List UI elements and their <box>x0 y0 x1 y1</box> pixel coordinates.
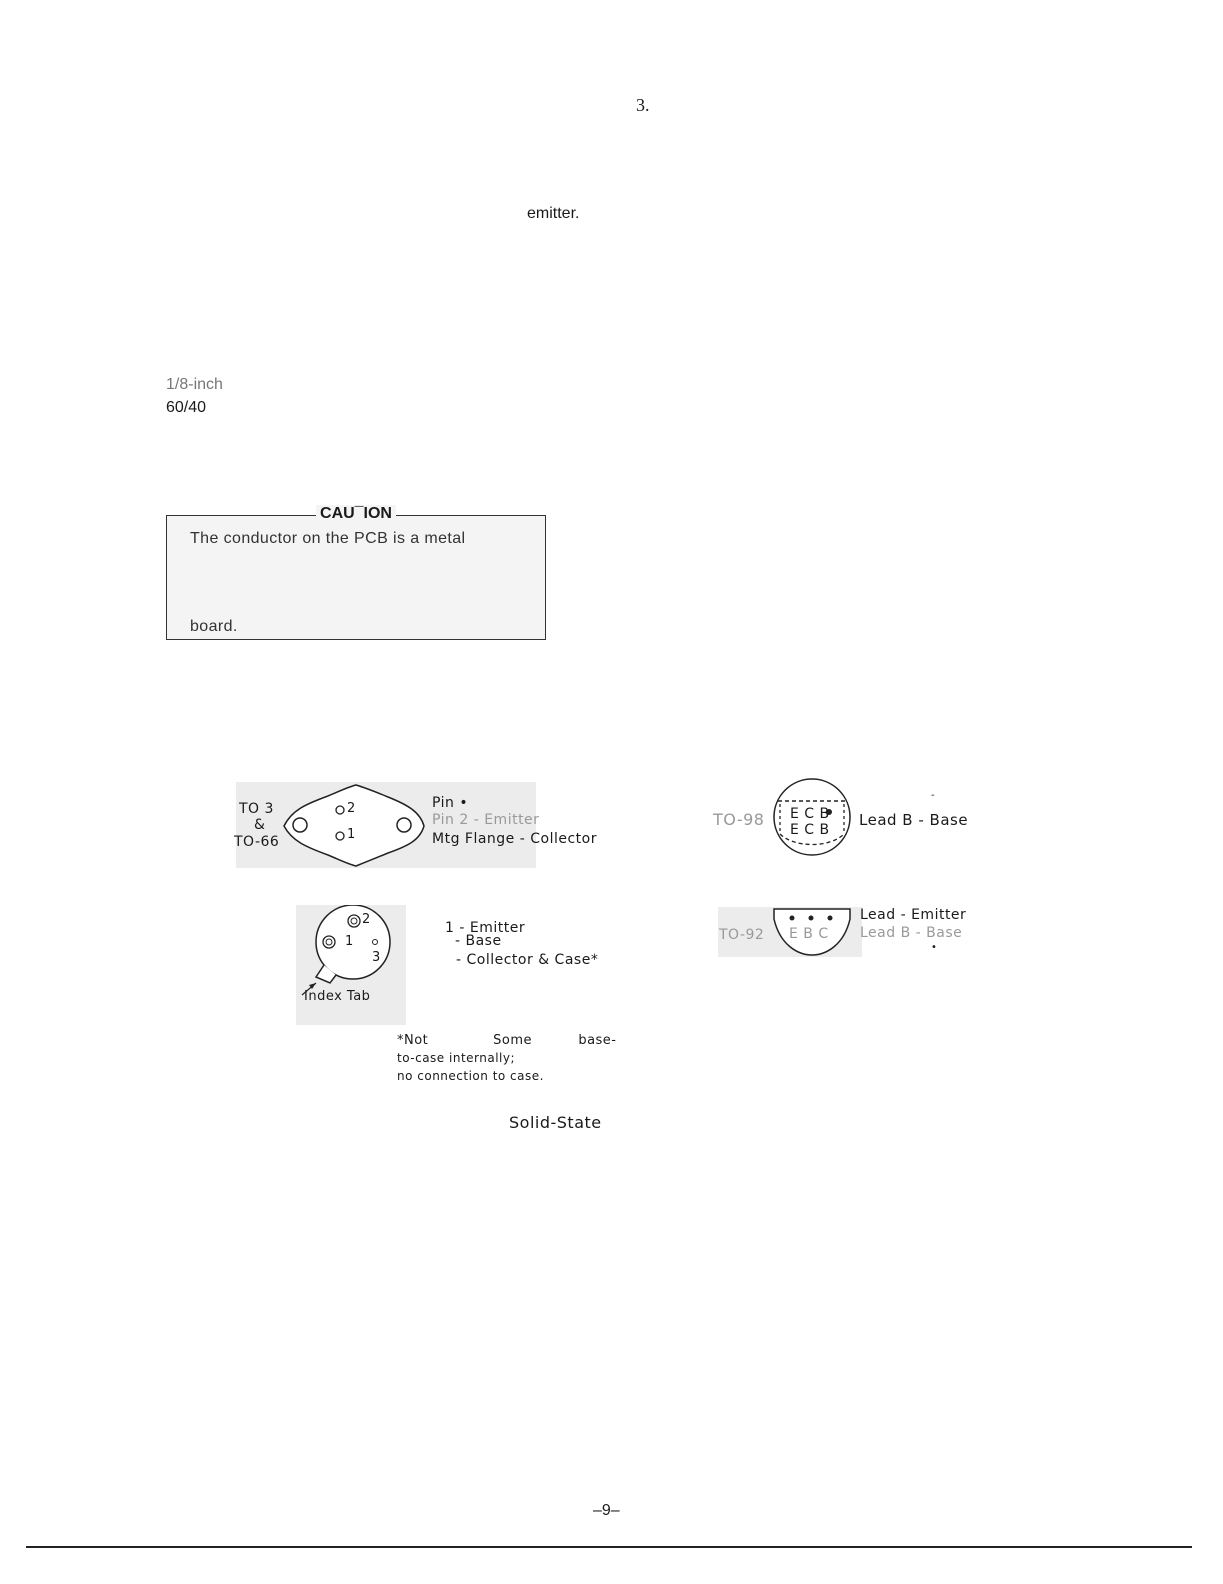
to5-pin2-mark: 2 <box>362 912 371 927</box>
footnote-line-1: *Not Some base- <box>397 1033 617 1048</box>
to98-letters-top: E C B <box>790 806 830 822</box>
body-fragment-solder-size: 1/8-inch <box>166 376 223 393</box>
to92-letters: E B C <box>789 926 829 942</box>
figure-caption-fragment: Solid-State <box>509 1113 602 1132</box>
to3-pin1-mark: 1 <box>347 827 356 842</box>
to92-legend-base: Lead B - Base <box>860 925 963 941</box>
to92-label: TO-92 <box>719 927 765 943</box>
to98-letters-bottom: E C B <box>790 822 830 838</box>
to3-pin2-mark: 2 <box>347 801 356 816</box>
to5-pin1-mark: 1 <box>345 934 354 949</box>
page-number: –9– <box>593 1502 620 1519</box>
page-heading-fragment: 3. <box>636 95 650 115</box>
to5-pin3-mark: 3 <box>372 950 381 965</box>
to3-ampersand: & <box>254 817 266 833</box>
to3-legend-pin1: Pin • <box>432 795 469 811</box>
footnote-line-2: to-case internally; <box>397 1051 516 1065</box>
to98-legend-top: - <box>931 790 936 801</box>
to98-label: TO-98 <box>713 810 765 829</box>
to3-label: TO 3 <box>239 801 274 817</box>
caution-title: CAU¯ION <box>316 505 396 522</box>
body-fragment-solder-type: 60/40 <box>166 399 207 416</box>
to5-legend-collector: - Collector & Case* <box>456 952 599 968</box>
to5-legend-base: - Base <box>455 933 502 949</box>
to98-legend-base: Lead B - Base <box>859 811 969 829</box>
footer-rule <box>26 1546 1192 1548</box>
body-fragment-emitter: emitter. <box>527 205 580 222</box>
to5-index-tab-label: Index Tab <box>304 989 371 1004</box>
to92-legend-emitter: Lead - Emitter <box>860 907 967 923</box>
to5-legend-emitter: 1 - Emitter <box>445 920 526 936</box>
to3-legend-flange: Mtg Flange - Collector <box>432 831 597 847</box>
caution-box <box>166 505 546 640</box>
to3-package-outline <box>236 782 436 868</box>
to92-legend-mark: • <box>931 942 938 953</box>
to3-legend-pin2: Pin 2 - Emitter <box>432 812 540 828</box>
caution-line-last: board. <box>190 618 238 635</box>
footnote-line-3: no connection to case. <box>397 1069 544 1083</box>
to66-label: TO-66 <box>234 834 280 850</box>
caution-line-1: The conductor on the PCB is a metal <box>190 530 466 547</box>
